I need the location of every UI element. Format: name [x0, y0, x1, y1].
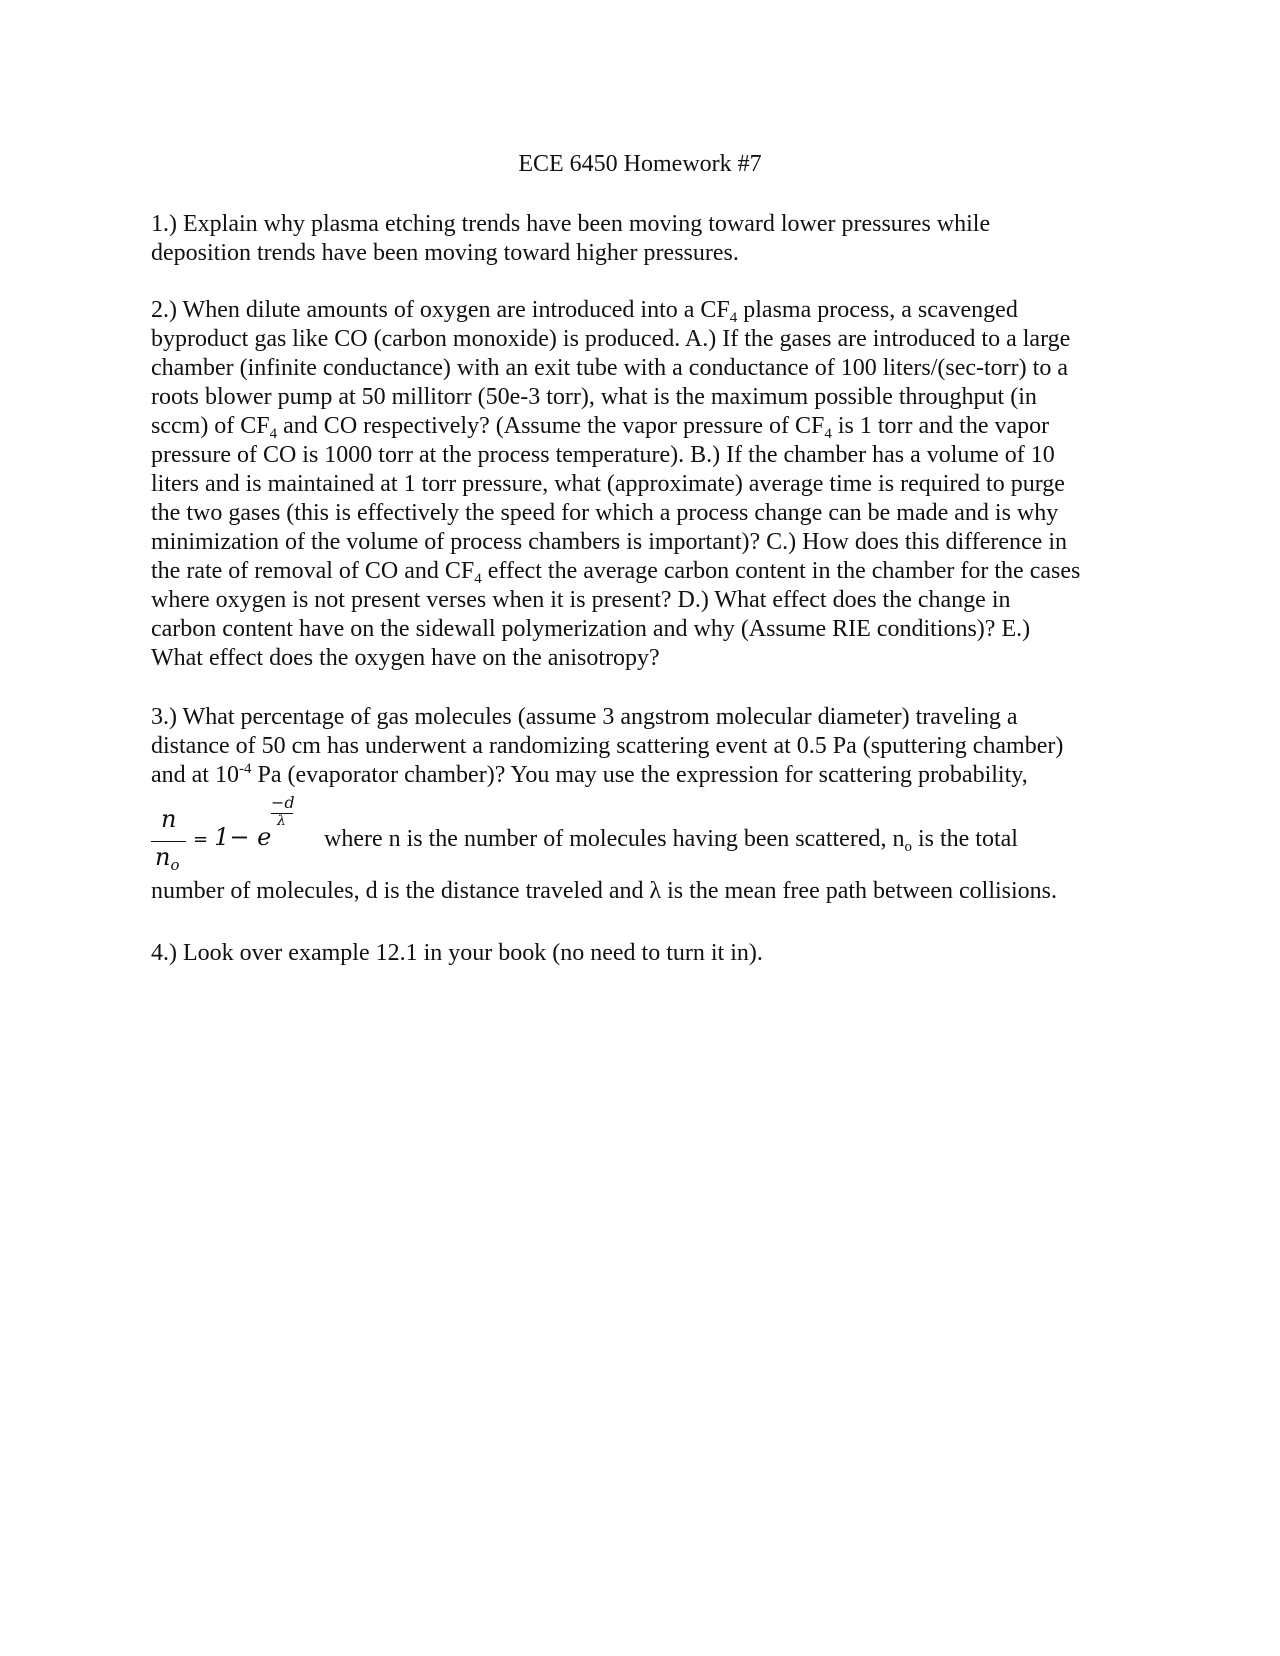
- question-4-line: 4.) Look over example 12.1 in your book (no need to turn it in).: [151, 940, 763, 966]
- exponent-denominator: λ: [277, 813, 286, 829]
- question-2-line: liters and is maintained at 1 torr pressure, what (approximate) average time is required to purge: [151, 471, 1065, 497]
- question-3-line: and at $10^{-4}$ Pa (evaporator chamber)? You may use the expression for scattering probability,: [151, 761, 1028, 788]
- question-2-line: roots blower pump at 50 millitorr (50e-3 torr), what is the maximum possible throughput (in: [151, 384, 1037, 410]
- question-2-line: the two gases (this is effectively the speed for which a process change can be made and is why: [151, 500, 1059, 526]
- question-2-line: sccm) of $CF_4$ and CO respectively? (Assume the vapor pressure of $CF_4$ is 1 torr and the vapor: [151, 413, 1050, 442]
- equation-rhs: = 1− e: [193, 823, 272, 851]
- equation-numerator: n: [161, 805, 177, 833]
- question-1-line: deposition trends have been moving toward higher pressures.: [151, 240, 739, 266]
- fraction-bar: [151, 841, 186, 842]
- question-2-line: 2.) When dilute amounts of oxygen are introduced into a $CF_4$ plasma process, a scavenged: [151, 297, 1018, 326]
- scattering-equation: [151, 793, 1151, 883]
- question-2-line: byproduct gas like CO (carbon monoxide) is produced. A.) If the gases are introduced to a large: [151, 326, 1071, 352]
- question-2-line: chamber (infinite conductance) with an exit tube with a conductance of 100 liters/(sec-torr) to a: [151, 355, 1068, 381]
- question-4: [151, 939, 1131, 968]
- page-title: ECE 6450 Homework #7: [518, 151, 762, 177]
- equation-continuation: number of molecules, d is the distance traveled and λ is the mean free path between collisions.: [151, 878, 1058, 904]
- question-2-line: the rate of removal of CO and $CF_4$ effect the average carbon content in the chamber for the cases: [151, 558, 1081, 587]
- question-2-line: What effect does the oxygen have on the anisotropy?: [151, 645, 660, 671]
- equation-denominator: $n_o$: [155, 843, 180, 874]
- question-3: [151, 703, 1131, 790]
- question-2: [151, 296, 1131, 673]
- question-3-line: 3.) What percentage of gas molecules (assume 3 angstrom molecular diameter) traveling a: [151, 704, 1018, 730]
- question-2-line: minimization of the volume of process chambers is important)? C.) How does this difference in: [151, 529, 1067, 555]
- question-2-line: where oxygen is not present verses when it is present? D.) What effect does the change in: [151, 587, 1011, 613]
- equation-explanation: where n is the number of molecules having been scattered, $n_o$ is the total: [324, 826, 1018, 855]
- question-2-line: pressure of CO is 1000 torr at the process temperature). B.) If the chamber has a volume of 10: [151, 442, 1055, 468]
- question-1-line: 1.) Explain why plasma etching trends have been moving toward lower pressures while: [151, 211, 991, 237]
- question-2-line: carbon content have on the sidewall polymerization and why (Assume RIE conditions)? E.): [151, 616, 1031, 642]
- exponent-numerator: −d: [271, 793, 295, 812]
- question-1: [151, 210, 1131, 268]
- question-3-line: distance of 50 cm has underwent a randomizing scattering event at 0.5 Pa (sputtering chamber): [151, 733, 1064, 759]
